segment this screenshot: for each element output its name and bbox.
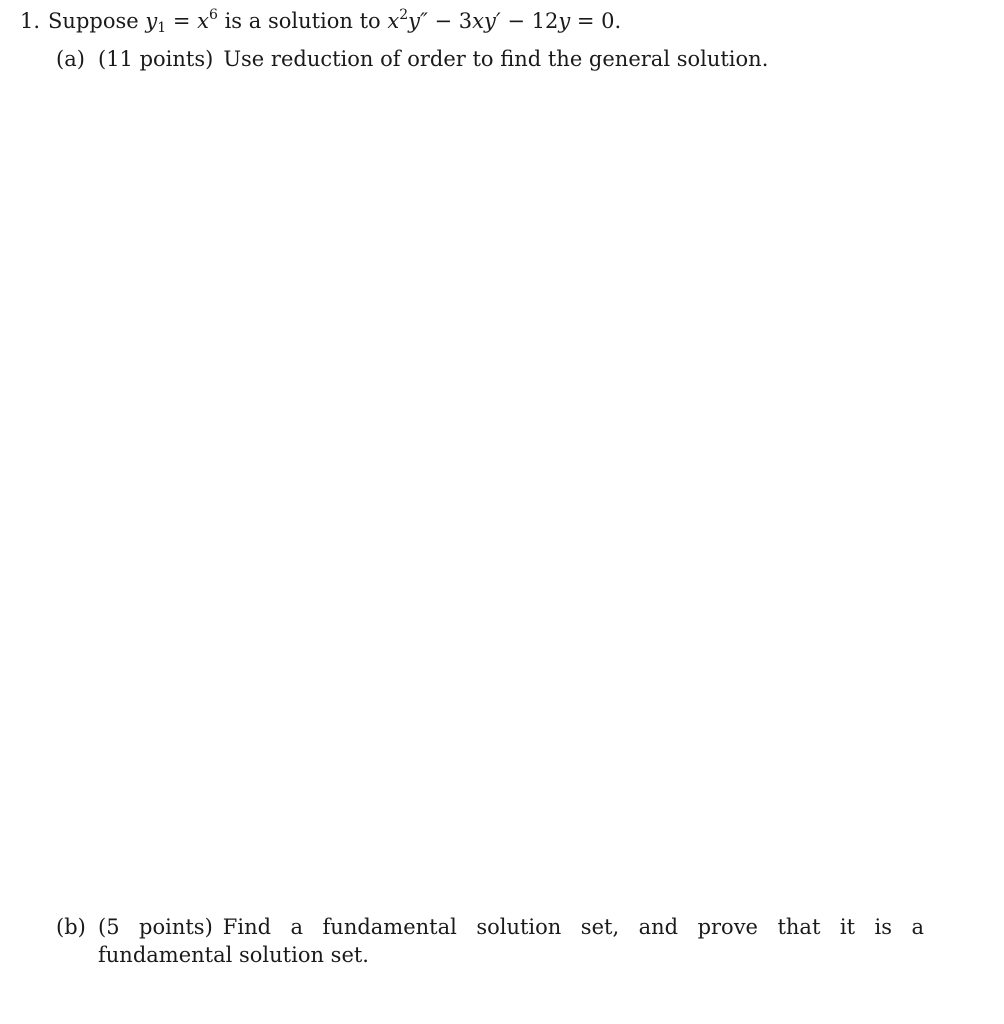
ode-minus-3: − 3 [427,9,473,33]
ode-rhs: = 0. [570,9,622,33]
part-a-points: (11 points) [98,47,214,71]
problem-mid-text: is a solution to [217,9,388,33]
y1-subscript: 1 [157,20,167,36]
answer-space-a[interactable] [56,90,924,890]
part-a-body [98,45,924,73]
part-a-label: (a) [56,47,85,71]
ode-xy-prime: xy′ [472,9,501,33]
problem-intro: Suppose [48,9,139,33]
ode-y-double-prime: y″ [408,9,428,33]
equals-sign: = [166,9,198,33]
x-variable: x [197,9,209,33]
ode-x: x [387,9,400,33]
problem-number: 1. [20,9,41,33]
x-exponent: 6 [208,7,218,23]
ode-x-exponent: 2 [399,7,409,23]
part-b-points: (5 points) [98,915,213,939]
part-b-label: (b) [56,915,86,939]
part-a-text: Use reduction of order to find the general solution. [223,47,769,71]
part-b [56,913,924,970]
ode-minus-12: − 12 [500,9,559,33]
part-b-text: Find a fundamental solution set, and prove that it is a fundamental solution set. [98,915,925,968]
y1-variable: y [145,9,158,33]
part-a [56,45,924,73]
part-b-body [98,913,924,970]
problem-statement [20,7,984,35]
problem-1 [20,7,984,35]
ode-y: y [558,9,571,33]
